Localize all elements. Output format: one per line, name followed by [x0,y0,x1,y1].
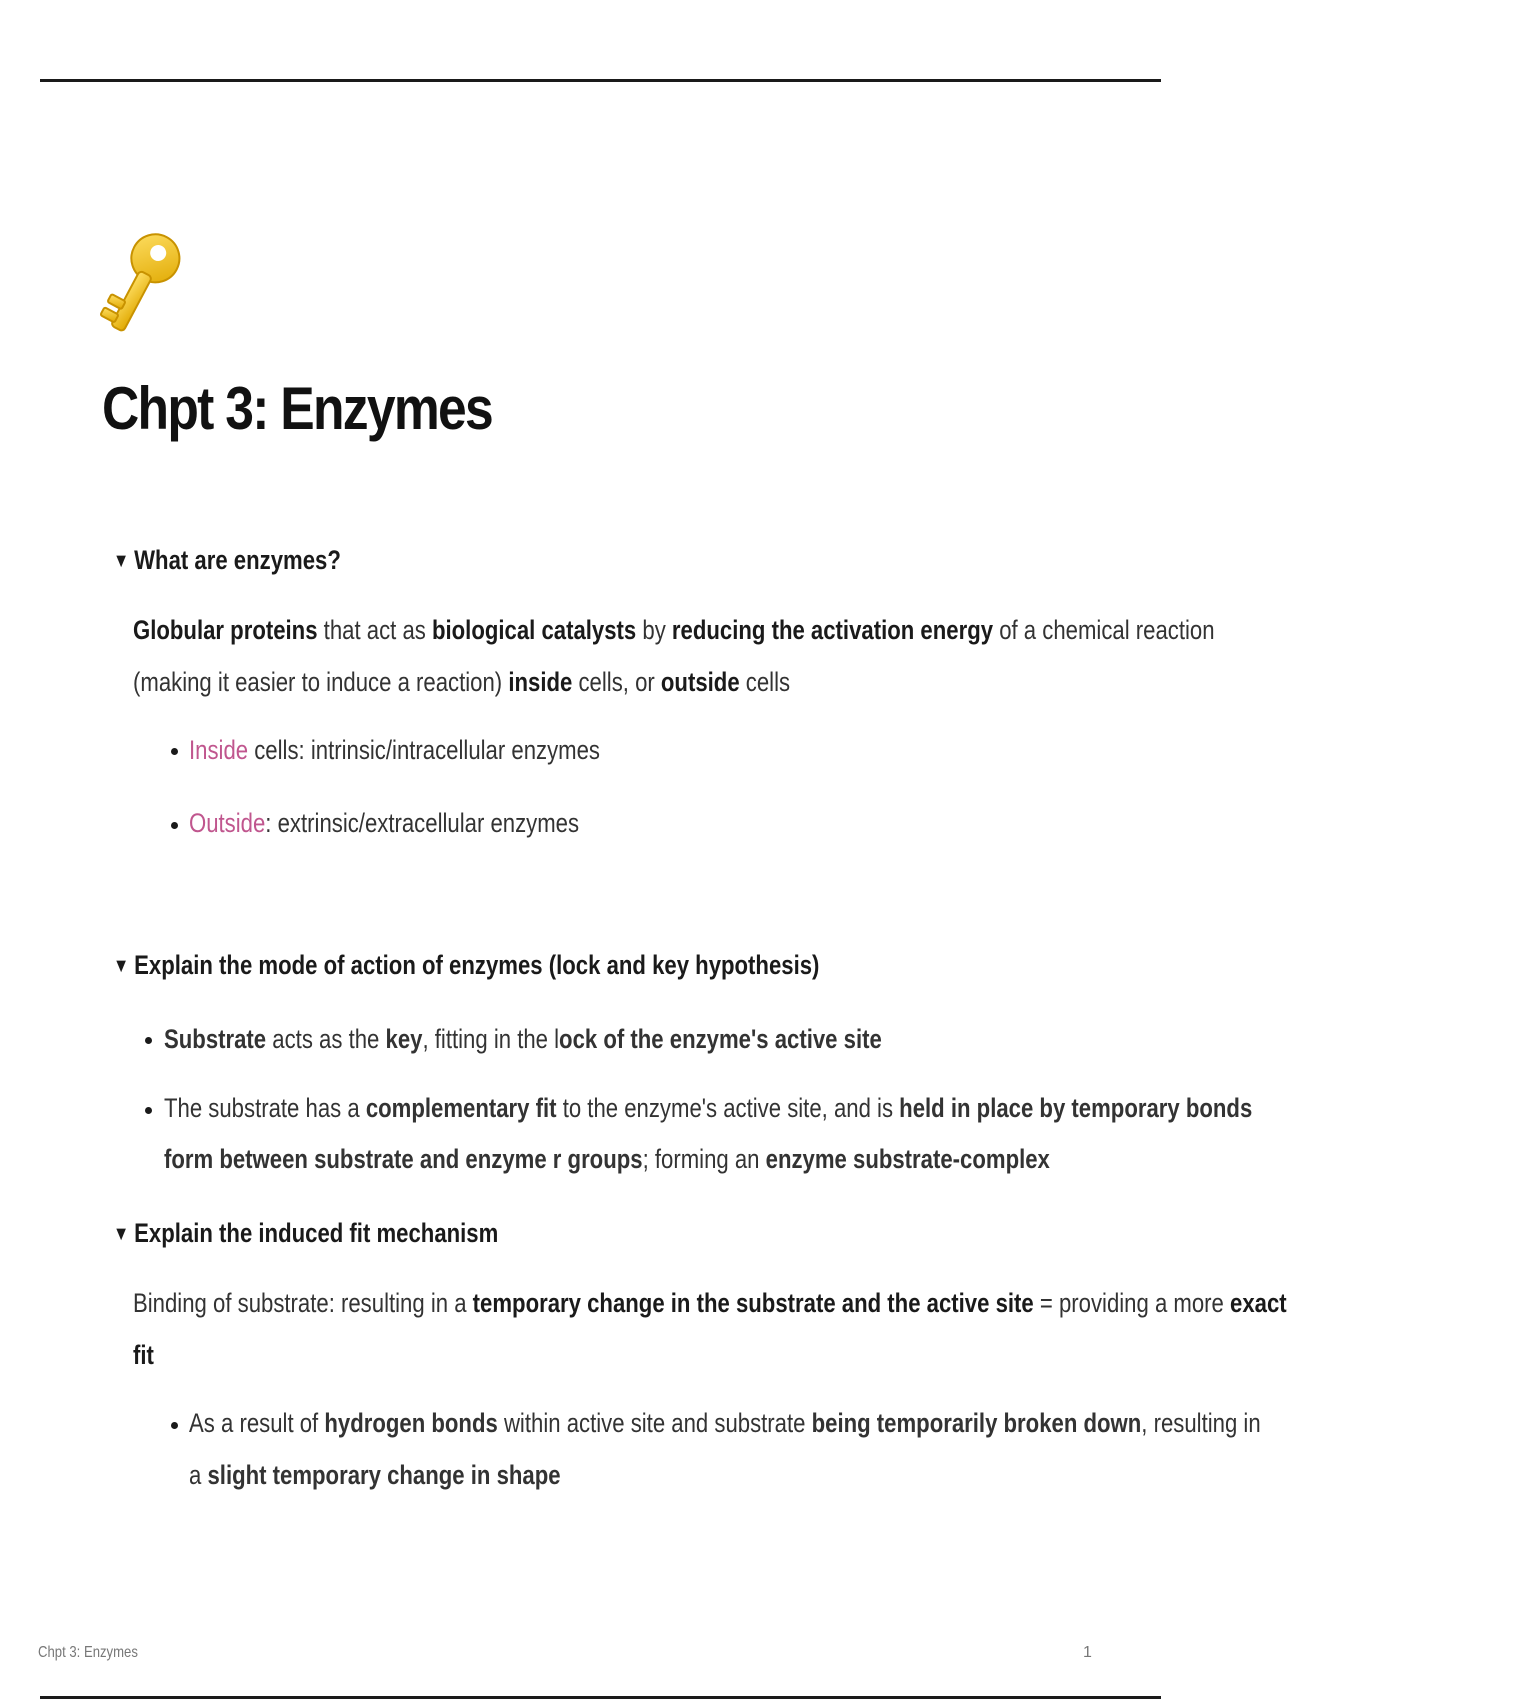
toggle-triangle-icon[interactable]: ▼ [113,550,130,572]
bullet-dot [145,1107,152,1114]
bullet-substrate-key: Substrate acts as the key, fitting in the lock of the enzyme's active site [164,1024,882,1054]
footer-title: Chpt 3: Enzymes [38,1644,138,1661]
toggle-triangle-icon[interactable]: ▼ [113,955,130,977]
bullet-dot [171,748,178,755]
key-icon [96,222,176,342]
induced-fit-paragraph-line2: fit [133,1340,154,1370]
toggle-triangle-icon[interactable]: ▼ [113,1223,130,1245]
induced-fit-paragraph: Binding of substrate: resulting in a temporary change in the substrate and the active site = providing a more exact [133,1288,1287,1318]
bullet-dot [171,1422,178,1429]
bullet-dot [145,1037,152,1044]
footer-rule [40,1696,1161,1699]
bullet-hydrogen-bonds: As a result of hydrogen bonds within active site and substrate being temporarily broken down, resulting in [189,1408,1261,1438]
definition-paragraph: Globular proteins that act as biological catalysts by reducing the activation energy of a chemical reaction [133,615,1215,645]
header-rule [40,79,1161,82]
bullet-complementary-fit: The substrate has a complementary fit to the enzyme's active site, and is held in place by temporary bonds [164,1093,1253,1123]
bullet-outside-cells: Outside: extrinsic/extracellular enzymes [189,808,580,838]
toggle-heading-text: Explain the induced fit mechanism [134,1218,499,1248]
footer-page-number: 1 [1083,1644,1092,1661]
bullet-inside-cells: Inside cells: intrinsic/intracellular enzymes [189,735,600,765]
page-title: Chpt 3: Enzymes [102,375,492,442]
toggle-what-are-enzymes[interactable] [113,545,391,576]
toggle-heading-text: What are enzymes? [134,545,341,575]
bullet-dot [171,822,178,829]
toggle-lock-and-key[interactable] [113,950,974,981]
bullet-hydrogen-bonds-line2: a slight temporary change in shape [189,1460,561,1490]
definition-paragraph-line2: (making it easier to induce a reaction) inside cells, or outside cells [133,667,791,697]
bullet-complementary-fit-line2: form between substrate and enzyme r groups; forming an enzyme substrate-complex [164,1144,1050,1174]
toggle-heading-text: Explain the mode of action of enzymes (lock and key hypothesis) [134,950,820,980]
toggle-induced-fit[interactable] [113,1218,583,1249]
